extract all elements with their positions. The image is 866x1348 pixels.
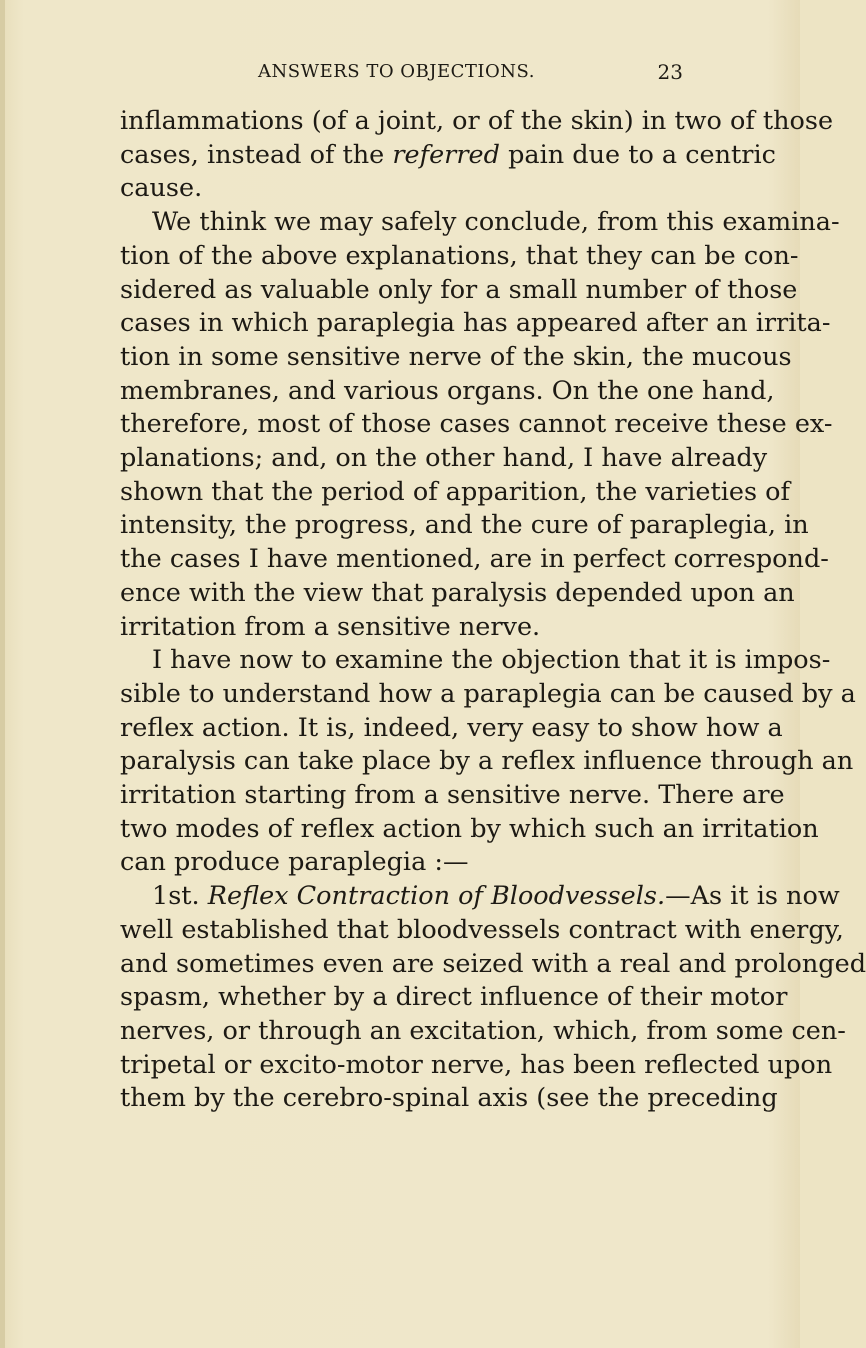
page-number: 23 (657, 60, 683, 84)
text-line: paralysis can take place by a reflex influence through an (120, 746, 854, 777)
text-line: We think we may safely conclude, from this examina- (152, 207, 840, 238)
text-line: membranes, and various organs. On the one hand, (120, 375, 775, 406)
text-line: sidered as valuable only for a small number of those (120, 274, 798, 305)
text-line: reflex action. It is, indeed, very easy to show how a (120, 712, 783, 743)
text-line: the cases I have mentioned, are in perfect correspond- (120, 544, 829, 575)
text-line: tion in some sensitive nerve of the skin, the mucous (120, 341, 792, 372)
text-line: tion of the above explanations, that they can be con- (120, 240, 799, 271)
text-line: intensity, the progress, and the cure of paraplegia, in (120, 510, 809, 541)
text-line: I have now to examine the objection that it is impos- (152, 645, 831, 676)
text-line: tripetal or excito-motor nerve, has been reflected upon (120, 1049, 833, 1080)
text-line: inflammations (of a joint, or of the skin) in two of those (120, 106, 834, 136)
text-line: irritation starting from a sensitive nerve. There are (120, 780, 785, 811)
text-line: cause. (120, 173, 203, 204)
text-line: sible to understand how a paraplegia can be caused by a (120, 678, 856, 709)
text-line: two modes of reflex action by which such an irritation (120, 813, 819, 844)
text-line: therefore, most of those cases cannot receive these ex- (120, 409, 833, 440)
text-line: cases in which paraplegia has appeared after an irrita- (120, 308, 831, 339)
emphasized-text: referred (392, 139, 500, 170)
text-line: ence with the view that paralysis depended upon an (120, 577, 795, 608)
text-line: cases, instead of the referred pain due to a centric (120, 139, 776, 170)
text-line: planations; and, on the other hand, I have already (120, 443, 768, 474)
text-line: irritation from a sensitive nerve. (120, 611, 541, 642)
text-line: nerves, or through an excitation, which, from some cen- (120, 1015, 846, 1046)
page-header (0, 58, 800, 88)
text-line: them by the cerebro-spinal axis (see the preceding (120, 1083, 778, 1114)
text-line: shown that the period of apparition, the varieties of (120, 476, 790, 507)
text-line: can produce paraplegia :— (120, 847, 469, 878)
text-line: 1st. Reflex Contraction of Bloodvessels.—As it is now (152, 881, 840, 912)
body-text (120, 105, 866, 1116)
text-line: well established that bloodvessels contract with energy, (120, 914, 844, 945)
page-edge (0, 0, 5, 1348)
text-line: and sometimes even are seized with a real and prolonged (120, 948, 866, 979)
emphasized-text: Reflex Contraction of Bloodvessels. (207, 881, 666, 912)
text-line: spasm, whether by a direct influence of their motor (120, 982, 788, 1013)
running-head: ANSWERS TO OBJECTIONS. (258, 61, 535, 82)
